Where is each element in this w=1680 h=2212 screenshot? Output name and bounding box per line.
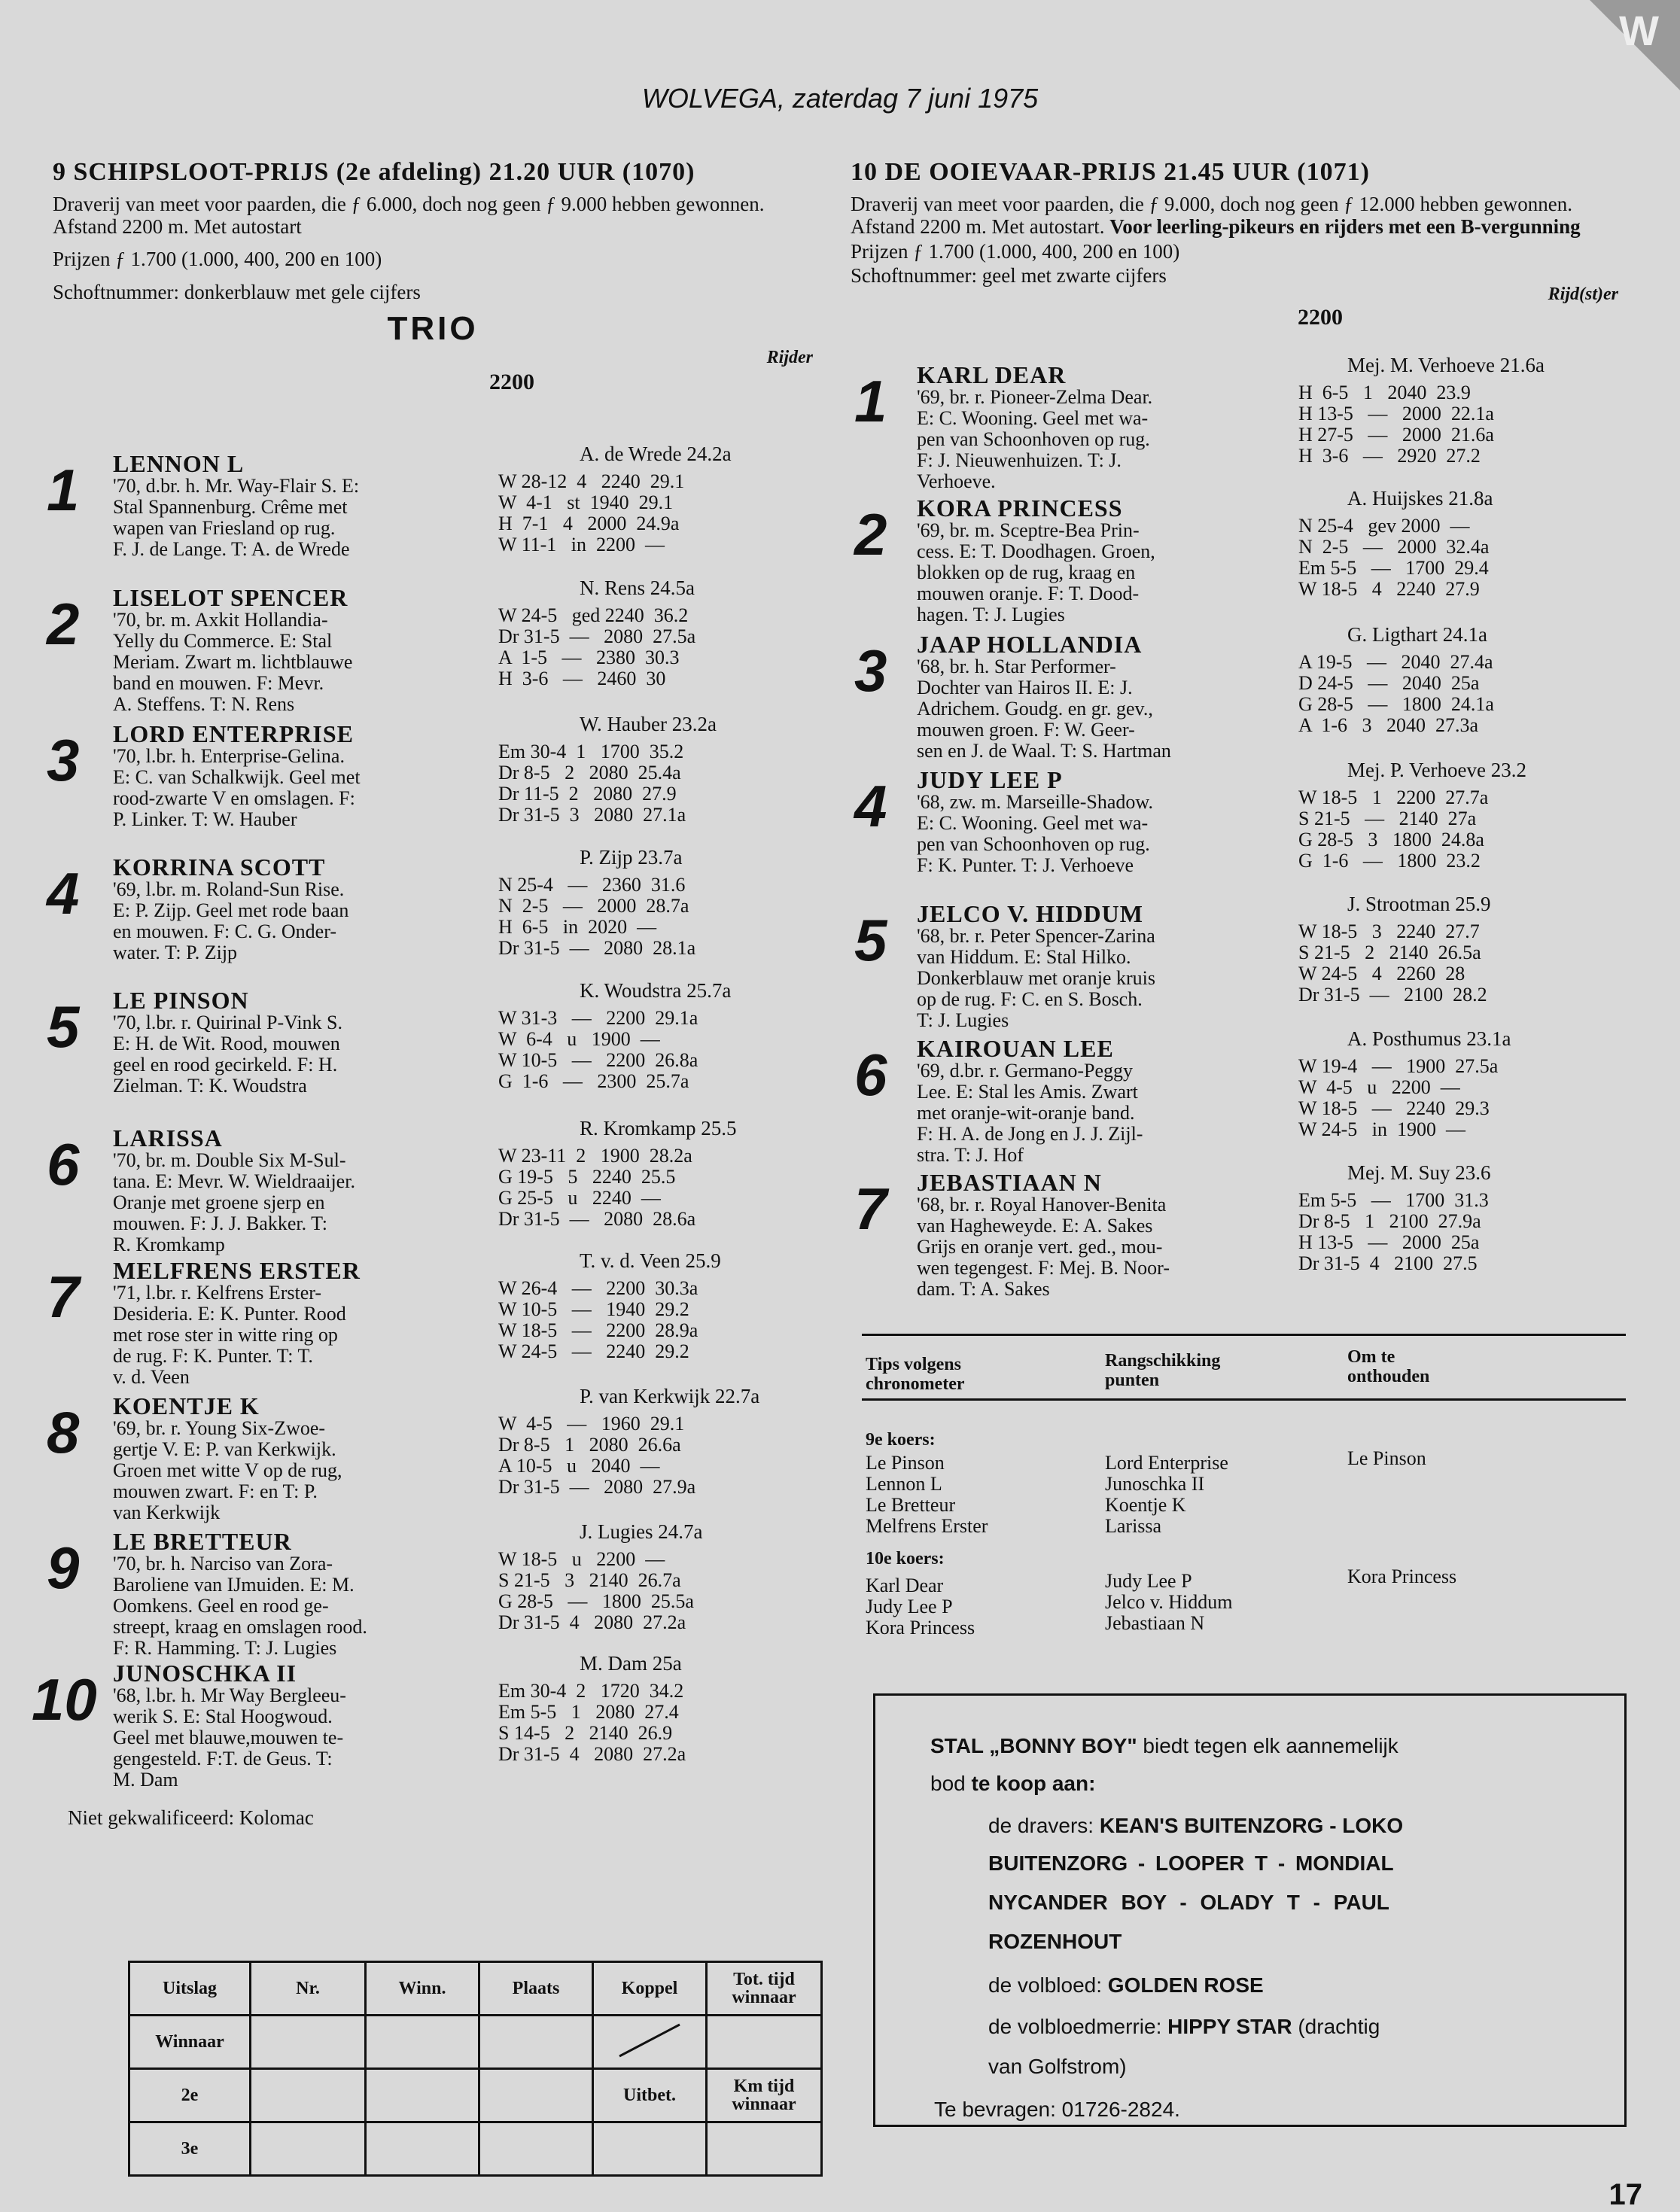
race10-prizes: Prijzen ƒ 1.700 (1.000, 400, 200 en 100) [851,240,1180,263]
horse-number: 6 [47,1131,80,1197]
results-header-koppel: Koppel [593,1962,707,2016]
horse-name: JELCO V. HIDDUM [917,900,1143,927]
results-table [128,1961,823,2177]
horse-name: KOENTJE K [113,1392,260,1419]
horse-rider: P. van Kerkwijk 22.7a [580,1385,760,1407]
horse-description: '70, l.br. r. Quirinal P-Vink S. E: H. de Wit. Rood, mouwen geel en rood gecirkeld. F: H. Zielman. T: K. Woudstra [113,1012,343,1097]
horse-description: '69, d.br. r. Germano-Peggy Lee. E: Stal les Amis. Zwart met oranje-wit-oranje band. F: H. A. de Jong en J. J. Zijl- stra. T: J. Hof [917,1060,1143,1166]
race9-column [53,158,813,395]
horse-name: KORA PRINCESS [917,494,1123,522]
horse-number: 3 [47,727,80,793]
horse-rider: A. de Wrede 24.2a [580,443,732,465]
horse-performances: N 25-4 gev 2000 — N 2-5 — 2000 32.4a Em 5-5 — 1700 29.4 W 18-5 4 2240 27.9 [1298,515,1490,600]
horse-performances: W 23-11 2 1900 28.2a G 19-5 5 2240 25.5 G 25-5 u 2240 — Dr 31-5 — 2080 28.6a [498,1145,696,1230]
horse-number: 7 [854,1176,887,1242]
horse-number: 4 [47,860,80,926]
results-row-2e: 2e [129,2069,251,2122]
horse-name: JUNOSCHKA II [113,1660,297,1687]
race9-distance: 2200 [489,370,534,394]
corner-mark: W [1619,7,1659,54]
horse-rider: Mej. M. Suy 23.6 [1347,1161,1491,1184]
horse-rider: W. Hauber 23.2a [580,713,717,735]
horse-performances: W 18-5 1 2200 27.7a S 21-5 — 2140 27a G 28-5 3 1800 24.8a G 1-6 — 1800 23.2 [1298,787,1489,872]
horse-description: '68, br. r. Peter Spencer-Zarina van Hiddum. E: Stal Hilko. Donkerblauw met oranje kruis op de rug. F: C. en S. Bosch. T: J. Lugies [917,925,1155,1031]
race10-description [851,193,1618,238]
horse-rider: T. v. d. Veen 25.9 [580,1249,721,1272]
horse-name: LENNON L [113,450,245,477]
race10-title: 10 DE OOIEVAAR-PRIJS 21.45 UUR (1071) [851,158,1370,186]
horse-number: 5 [854,907,887,973]
horse-name: MELFRENS ERSTER [113,1257,361,1284]
horse-performances: N 25-4 — 2360 31.6 N 2-5 — 2000 28.7a H 6-5 in 2020 — Dr 31-5 — 2080 28.1a [498,874,696,959]
horse-performances: Em 5-5 — 1700 31.3 Dr 8-5 1 2100 27.9a H 13-5 — 2000 25a Dr 31-5 4 2100 27.5 [1298,1189,1489,1274]
results-row-winnaar: Winnaar [129,2016,251,2069]
horse-performances: W 31-3 — 2200 29.1a W 6-4 u 1900 — W 10-5 — 2200 26.8a G 1-6 — 2300 25.7a [498,1007,698,1092]
horse-name: KORRINA SCOTT [113,853,326,881]
horse-number: 3 [854,637,887,704]
ad-line-3-b: KEAN'S BUITENZORG - LOKO [1099,1814,1404,1837]
horse-description: '68, l.br. h. Mr Way Bergleeu- werik S. E: Stal Hoogwoud. Geel met blauwe,mouwen te- gengesteld. F:T. de Geus. T: M. Dam [113,1684,346,1791]
horse-rider: J. Strootman 25.9 [1347,893,1491,915]
results-cell-koppel-slash [593,2016,707,2069]
tips-race10-label: 10e koers: [866,1549,945,1568]
tips-race10-remember: Kora Princess [1347,1565,1457,1587]
horse-number: 5 [47,993,80,1060]
horse-number: 8 [47,1399,80,1465]
ad-stable-name: STAL „BONNY BOY" [930,1734,1137,1757]
results-cell[interactable] [479,2016,593,2069]
horse-rider: Mej. P. Verhoeve 23.2 [1347,759,1526,781]
horse-rider: P. Zijp 23.7a [580,846,683,869]
diagonal-slash-icon [597,2017,702,2062]
results-cell[interactable] [479,2069,593,2122]
horse-performances: W 18-5 u 2200 — S 21-5 3 2140 26.7a G 28-5 — 1800 25.5a Dr 31-5 4 2080 27.2a [498,1548,694,1633]
race10-desc-text: Draverij van meet voor paarden, die ƒ 9.000, doch nog geen ƒ 12.000 hebben gewonnen. Afstand 2200 m. Met autostart. [851,193,1572,238]
race9-title: 9 SCHIPSLOOT-PRIJS (2e afdeling) 21.20 UUR (1070) [53,158,695,186]
horse-rider: K. Woudstra 25.7a [580,979,732,1002]
horse-number: 2 [854,501,887,567]
horse-description: '69, br. r. Young Six-Zwoe- gertje V. E: P. van Kerkwijk. Groen met witte V op de rug, mouwen zwart. F: en T: P. van Kerkwijk [113,1417,342,1523]
results-cell[interactable] [251,2016,366,2069]
horse-rider: J. Lugies 24.7a [580,1520,703,1543]
horse-name: KAIROUAN LEE [917,1035,1114,1062]
horse-performances: Em 30-4 2 1720 34.2 Em 5-5 1 2080 27.4 S 14-5 2 2140 26.9 Dr 31-5 4 2080 27.2a [498,1680,686,1765]
horse-description: '68, zw. m. Marseille-Shadow. E: C. Wooning. Geel met wa- pen van Schoonhoven op rug. F: K. Punter. T: J. Verhoeve [917,791,1153,876]
horse-description: '71, l.br. r. Kelfrens Erster- Desideria. E: K. Punter. Rood met rose ster in witte ring op de rug. F: K. Punter. T: T. v. d. Veen [113,1282,346,1388]
ad-line-7-a: de volbloed: [988,1973,1108,1997]
horse-name: LISELOT SPENCER [113,584,348,611]
tips-race9-label: 9e koers: [866,1430,936,1450]
race10-distance: 2200 [1298,305,1343,330]
horse-description: '69, l.br. m. Roland-Sun Rise. E: P. Zijp. Geel met rode baan en mouwen. F: C. G. Onder- water. T: P. Zijp [113,878,349,963]
results-header-plaats: Plaats [479,1962,593,2016]
results-cell[interactable] [593,2122,707,2176]
horse-name: LORD ENTERPRISE [113,720,354,747]
advertisement-box [873,1693,1627,2127]
horse-number: 7 [47,1264,80,1330]
results-cell[interactable] [707,2122,822,2176]
ad-line-2-a: bod [930,1772,972,1795]
ad-line-8-c: (drachtig [1292,2015,1380,2038]
horse-performances: W 26-4 — 2200 30.3a W 10-5 — 1940 29.2 W 18-5 — 2200 28.9a W 24-5 — 2240 29.2 [498,1277,698,1362]
ad-line-7-b: GOLDEN ROSE [1107,1973,1264,1997]
horse-performances: A 19-5 — 2040 27.4a D 24-5 — 2040 25a G 28-5 — 1800 24.1a A 1-6 3 2040 27.3a [1298,651,1494,736]
horse-name: LARISSA [113,1124,223,1152]
horse-name: KARL DEAR [917,361,1067,388]
results-header-uitslag: Uitslag [129,1962,251,2016]
horse-description: '70, br. h. Narciso van Zora- Baroliene van IJmuiden. E: M. Oomkens. Geel en rood ge- streept, kraag en omslagen rood. F: R. Hamming. T: J. Lugies [113,1553,367,1659]
tips-header-rule [862,1398,1626,1401]
page-header: WOLVEGA, zaterdag 7 juni 1975 [641,83,1039,114]
tips-race10-points: Judy Lee P Jelco v. Hiddum Jebastiaan N [1105,1570,1233,1634]
horse-performances: W 19-4 — 1900 27.5a W 4-5 u 2200 — W 18-5 — 2240 29.3 W 24-5 in 1900 — [1298,1055,1499,1140]
ad-line-3-a: de dravers: [988,1814,1100,1837]
horse-name: JAAP HOLLANDIA [917,631,1143,658]
horse-rider: G. Ligthart 24.1a [1347,623,1487,646]
tips-top-rule [862,1334,1626,1336]
results-header-nr: Nr. [251,1962,366,2016]
horse-performances: W 28-12 4 2240 29.1 W 4-1 st 1940 29.1 H 7-1 4 2000 24.9a W 11-1 in 2200 — [498,470,685,555]
trio-label: TRIO [387,310,479,347]
ad-line-7 [988,1974,1264,1997]
results-cell[interactable] [251,2069,366,2122]
horse-description: '69, br. m. Sceptre-Bea Prin- cess. E: T. Doodhagen. Groen, blokken op de rug, kraag en mouwen oranje. F: T. Dood- hagen. T: J. Lugies [917,519,1155,625]
horse-number: 6 [854,1042,887,1108]
horse-name: LE BRETTEUR [113,1528,292,1555]
horse-rider: N. Rens 24.5a [580,577,695,599]
race9-description: Draverij van meet voor paarden, die ƒ 6.000, doch nog geen ƒ 9.000 hebben gewonnen. Afstand 2200 m. Met autostart [53,193,765,238]
tips-header-remember: Om te onthouden [1347,1347,1430,1386]
ad-line-6: ROZENHOUT [988,1930,1122,1953]
results-row-3e: 3e [129,2122,251,2176]
ad-line-8 [988,2016,1380,2038]
ad-line-1 [930,1735,1398,1757]
results-header-winn: Winn. [366,1962,479,2016]
ad-line-8-b: HIPPY STAR [1167,2015,1292,2038]
ad-line-5: NYCANDER BOY - OLADY T - PAUL [988,1891,1389,1914]
horse-description: '70, br. m. Axkit Hollandia- Yelly du Commerce. E: Stal Meriam. Zwart m. lichtblauwe band en mouwen. F: Mevr. A. Steffens. T: N. Rens [113,609,353,715]
results-cell[interactable] [366,2122,479,2176]
tips-race10-chrono: Karl Dear Judy Lee P Kora Princess [866,1575,975,1638]
race10-column [851,158,1618,330]
horse-performances: W 18-5 3 2240 27.7 S 21-5 2 2140 26.5a W 24-5 4 2260 28 Dr 31-5 — 2100 28.2 [1298,920,1487,1006]
not-qualified: Niet gekwalificeerd: Kolomac [68,1806,314,1829]
horse-performances: W 4-5 — 1960 29.1 Dr 8-5 1 2080 26.6a A 10-5 u 2040 — Dr 31-5 — 2080 27.9a [498,1413,696,1498]
horse-number: 10 [32,1666,97,1733]
race9-prizes: Prijzen ƒ 1.700 (1.000, 400, 200 en 100) [53,248,382,270]
horse-rider: R. Kromkamp 25.5 [580,1117,737,1139]
horse-name: JEBASTIAAN N [917,1169,1102,1196]
horse-name: LE PINSON [113,987,249,1014]
horse-description: '69, br. r. Pioneer-Zelma Dear. E: C. Wooning. Geel met wa- pen van Schoonhoven op rug. F: J. Nieuwenhuizen. T: J. Verhoeve. [917,386,1153,492]
ad-line-3 [988,1815,1403,1837]
horse-performances: Em 30-4 1 1700 35.2 Dr 8-5 2 2080 25.4a Dr 11-5 2 2080 27.9 Dr 31-5 3 2080 27.1a [498,741,686,826]
horse-rider: A. Huijskes 21.8a [1347,487,1493,510]
horse-description: '68, br. h. Star Performer- Dochter van Hairos II. E: J. Adrichem. Goudg. en gr. gev., mouwen groen. F: W. Geer- sen en J. de Waal. T: S. Hartman [917,656,1171,762]
results-uitbet: Uitbet. [593,2069,707,2122]
horse-number: 9 [47,1535,80,1601]
race9-schoftnummer: Schoftnummer: donkerblauw met gele cijfers [53,281,421,303]
race10-rider-header: Rijd(st)er [1548,284,1618,304]
tips-race9-chrono: Le Pinson Lennon L Le Bretteur Melfrens Erster [866,1452,988,1537]
horse-number: 2 [47,591,80,657]
horse-number: 1 [854,368,887,434]
race9-rider-header: Rijder [766,348,813,367]
tips-race9-points: Lord Enterprise Junoschka II Koentje K Larissa [1105,1452,1228,1537]
horse-rider: M. Dam 25a [580,1652,682,1675]
horse-rider: Mej. M. Verhoeve 21.6a [1347,354,1545,376]
horse-description: '68, br. r. Royal Hanover-Benita van Hagheweyde. E: A. Sakes Grijs en oranje vert. ged., mou- wen tegengest. F: Mej. B. Noor- dam. T: A. Sakes [917,1194,1170,1300]
horse-description: '70, br. m. Double Six M-Sul- tana. E: Mevr. W. Wieldraaijer. Oranje met groene sjerp en mouwen. F: J. J. Bakker. T: R. Kromkamp [113,1149,355,1255]
ad-line-8-a: de volbloedmerrie: [988,2015,1168,2038]
tips-header-chrono: Tips volgens chronometer [866,1355,965,1394]
ad-line-2-b: te koop aan: [971,1772,1096,1795]
results-cell[interactable] [251,2122,366,2176]
horse-performances: H 6-5 1 2040 23.9 H 13-5 — 2000 22.1a H 27-5 — 2000 21.6a H 3-6 — 2920 27.2 [1298,382,1494,467]
results-cell[interactable] [707,2016,822,2069]
horse-number: 1 [47,457,80,523]
ad-line-4: BUITENZORG - LOOPER T - MONDIAL [988,1851,1394,1875]
ad-line-9: van Golfstrom) [988,2055,1127,2078]
tips-header-points: Rangschikking punten [1105,1351,1221,1390]
race10-schoftnummer: Schoftnummer: geel met zwarte cijfers [851,264,1167,287]
ad-line-2 [930,1772,1095,1795]
page-number: 17 [1608,2178,1642,2211]
results-cell[interactable] [479,2122,593,2176]
results-km-tijd: Km tijd winnaar [707,2069,822,2122]
horse-number: 4 [854,773,887,839]
results-cell[interactable] [366,2069,479,2122]
ad-line-1-rest: biedt tegen elk aannemelijk [1137,1734,1398,1757]
horse-name: JUDY LEE P [917,766,1063,793]
tips-race9-remember: Le Pinson [1347,1447,1426,1469]
horse-description: '70, l.br. h. Enterprise-Gelina. E: C. van Schalkwijk. Geel met rood-zwarte V en omslagen. F: P. Linker. T: W. Hauber [113,745,361,830]
ad-contact: Te bevragen: 01726-2824. [934,2098,1180,2121]
results-header-tot-tijd: Tot. tijd winnaar [707,1962,822,2016]
results-cell[interactable] [366,2016,479,2069]
horse-performances: W 24-5 ged 2240 36.2 Dr 31-5 — 2080 27.5a A 1-5 — 2380 30.3 H 3-6 — 2460 30 [498,604,696,689]
horse-description: '70, d.br. h. Mr. Way-Flair S. E: Stal Spannenburg. Crême met wapen van Friesland op rug. F. J. de Lange. T: A. de Wrede [113,475,360,560]
horse-rider: A. Posthumus 23.1a [1347,1027,1511,1050]
race10-desc-bold: Voor leerling-pikeurs en rijders met een B-vergunning [1109,215,1581,238]
